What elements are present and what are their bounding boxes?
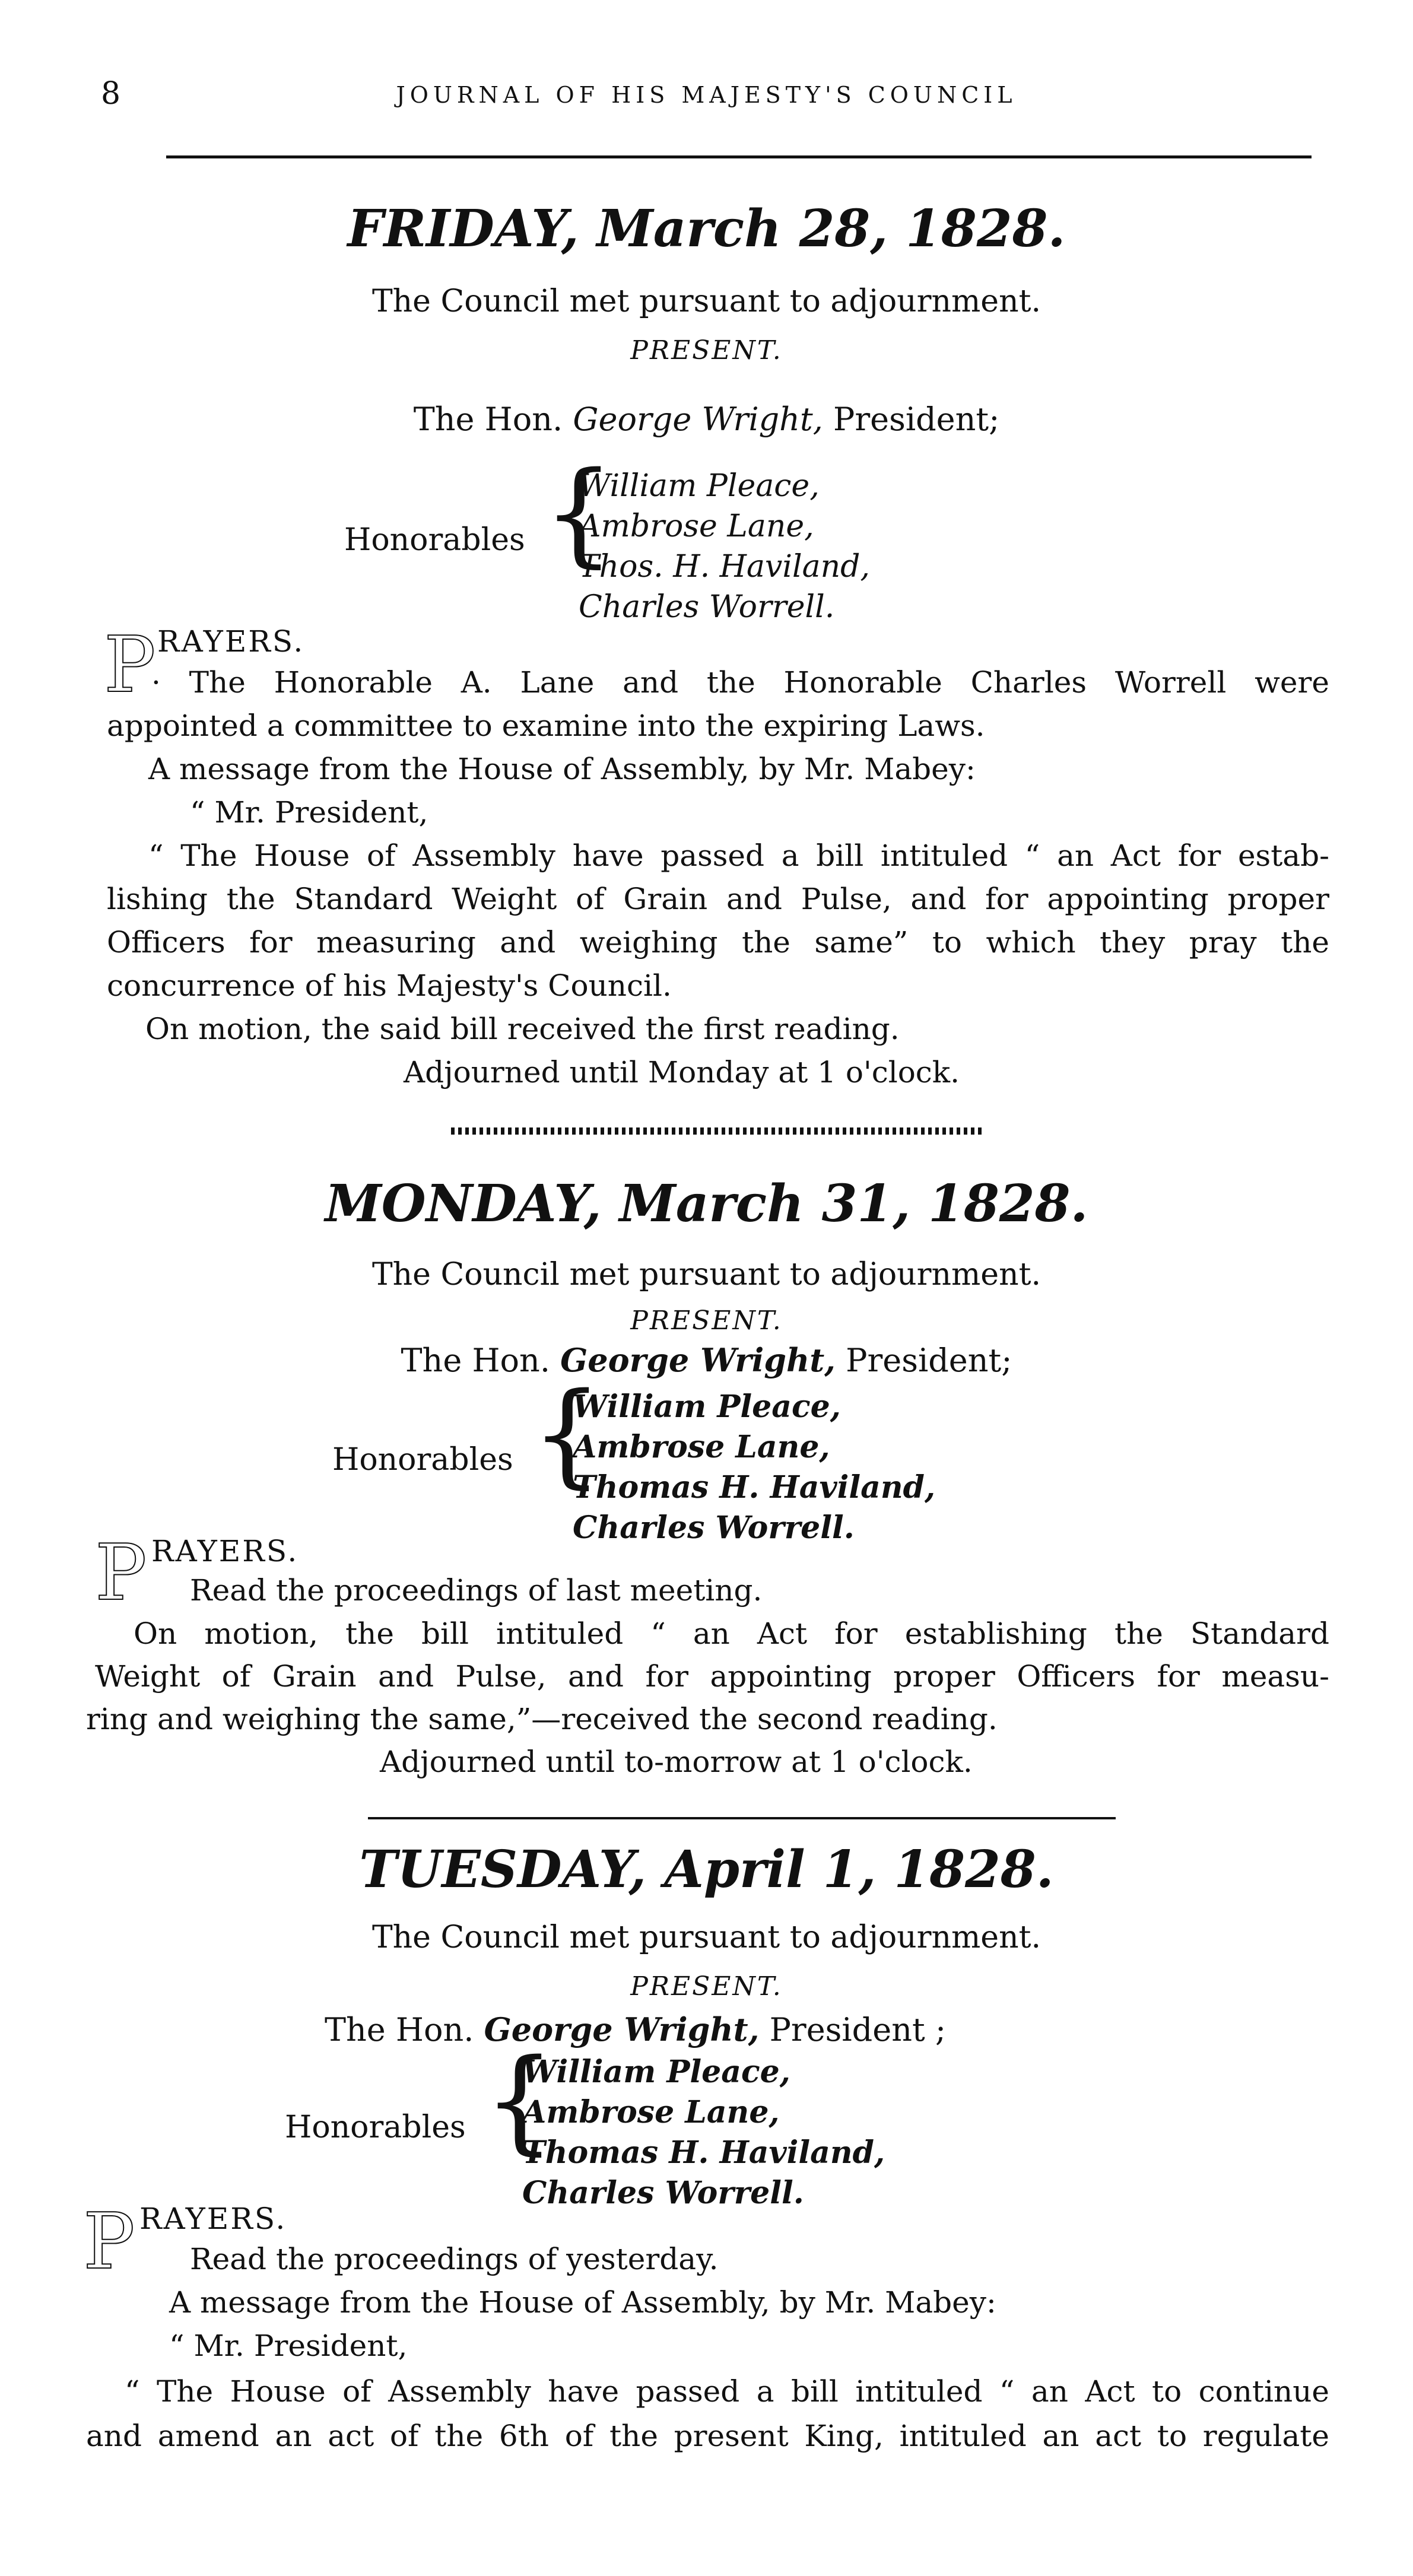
president-prefix: The Hon. [401, 1342, 550, 1379]
text-line: Officers for measuring and weighing the same” to which they pray the [107, 925, 1329, 960]
text-line: appointed a committee to examine into the expiring Laws. [107, 709, 985, 743]
brace-glyph: { [543, 447, 615, 579]
president-line [0, 1341, 1413, 1379]
text-line: ring and weighing the same,”—received the second reading. [86, 1702, 998, 1736]
text-line: A message from the House of Assembly, by Mr. Mabey: [169, 2285, 996, 2320]
header-rule [166, 155, 1312, 158]
text-line: · The Honorable A. Lane and the Honorable Charles Worrell were [151, 665, 1329, 700]
text-line: On motion, the said bill received the first reading. [145, 1012, 900, 1046]
text-line: A message from the House of Assembly, by Mr. Mabey: [148, 752, 976, 786]
text-line: lishing the Standard Weight of Grain and Pulse, and for appointing proper [107, 882, 1329, 916]
session-date: TUESDAY, April 1, 1828. [359, 1840, 1054, 1900]
running-head: JOURNAL OF HIS MAJESTY'S COUNCIL [396, 82, 1017, 108]
honorables-label: Honorables [344, 522, 525, 558]
section-divider-wavy [451, 1127, 985, 1135]
president-prefix: The Hon. [324, 2011, 474, 2048]
honorable-name: Thomas H. Haviland, [522, 2135, 885, 2171]
session-date: MONDAY, March 31, 1828. [325, 1174, 1088, 1234]
present-heading: PRESENT. [630, 1306, 783, 1336]
honorable-name: William Pleace, [522, 2054, 790, 2090]
brace-glyph: { [531, 1368, 603, 1500]
text-line: Adjourned until Monday at 1 o'clock. [404, 1055, 960, 1090]
honorable-name: Ambrose Lane, [579, 509, 814, 544]
brace-glyph: { [484, 2035, 555, 2166]
honorable-name: Charles Worrell. [579, 589, 835, 625]
present-heading: PRESENT. [630, 335, 783, 366]
president-suffix: President; [846, 1342, 1012, 1379]
drop-cap: P [83, 2196, 135, 2286]
prayers-heading: RAYERS. [151, 1534, 299, 1568]
honorable-name: William Pleace, [579, 468, 820, 504]
honorables-label: Honorables [332, 1442, 513, 1478]
prayers-heading: RAYERS. [157, 624, 305, 659]
text-line: “ Mr. President, [169, 2329, 408, 2363]
honorable-name: Thos. H. Haviland, [579, 549, 870, 585]
president-suffix: President; [833, 401, 1000, 438]
text-line: and amend an act of the 6th of the present King, intituled an act to regulate [86, 2419, 1329, 2453]
president-prefix: The Hon. [413, 401, 563, 438]
text-line: Read the proceedings of yesterday. [190, 2242, 719, 2276]
drop-cap: P [104, 620, 156, 710]
session-met: The Council met pursuant to adjournment. [372, 284, 1041, 319]
president-name: George Wright, [484, 2010, 760, 2048]
text-line: Adjourned until to-morrow at 1 o'clock. [380, 1745, 973, 1779]
text-line: “ The House of Assembly have passed a bill intituled “ an Act to continue [125, 2374, 1329, 2409]
honorables-list [579, 466, 870, 627]
prayers-heading: RAYERS. [139, 2202, 287, 2236]
text-line: “ Mr. President, [190, 795, 428, 830]
session-met: The Council met pursuant to adjournment. [372, 1257, 1041, 1292]
drop-cap: P [95, 1527, 147, 1618]
honorables-list [573, 1387, 935, 1548]
honorables-label: Honorables [285, 2110, 466, 2145]
session-met: The Council met pursuant to adjournment. [372, 1920, 1041, 1955]
text-line: On motion, the bill intituled “ an Act for establishing the Standard [134, 1616, 1329, 1651]
text-line: Read the proceedings of last meeting. [190, 1573, 763, 1608]
session-date: FRIDAY, March 28, 1828. [347, 199, 1066, 259]
section-divider-rule [368, 1817, 1116, 1819]
present-heading: PRESENT. [630, 1971, 783, 2002]
page-number: 8 [101, 76, 121, 112]
president-name: George Wright, [573, 401, 823, 438]
honorable-name: William Pleace, [573, 1389, 841, 1425]
honorables-list [522, 2052, 885, 2213]
text-line: concurrence of his Majesty's Council. [107, 968, 672, 1003]
text-line: Weight of Grain and Pulse, and for appointing proper Officers for measu- [95, 1659, 1329, 1694]
honorable-name: Ambrose Lane, [522, 2094, 780, 2130]
honorable-name: Charles Worrell. [522, 2175, 804, 2211]
president-line [0, 2010, 1342, 2048]
president-suffix: President ; [769, 2011, 947, 2048]
honorable-name: Ambrose Lane, [573, 1429, 830, 1465]
president-line [0, 401, 1413, 438]
text-line: “ The House of Assembly have passed a bill intituled “ an Act for estab- [148, 838, 1329, 873]
president-name: George Wright, [560, 1341, 836, 1379]
honorable-name: Charles Worrell. [573, 1510, 855, 1546]
honorable-name: Thomas H. Haviland, [573, 1469, 936, 1505]
